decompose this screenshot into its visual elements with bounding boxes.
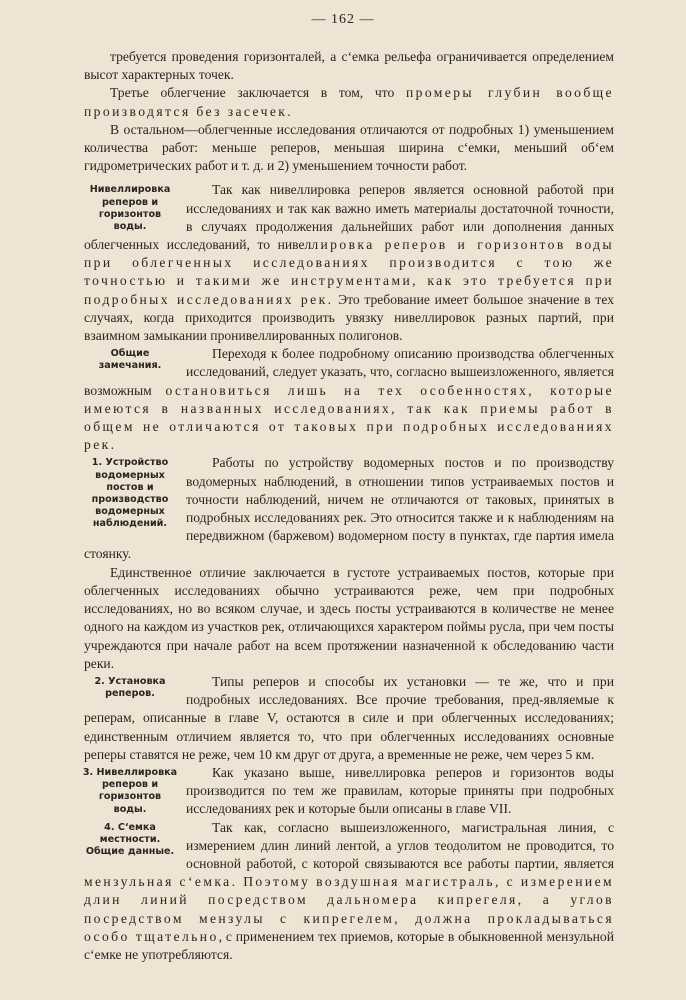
margin-heading: 3. Нивеллировка реперов и горизонтов воды. bbox=[82, 766, 178, 815]
margin-heading: Нивеллировка реперов и горизонтов воды. bbox=[89, 184, 171, 233]
emphasized-text: лировка реперов и горизонтов воды при облегченных исследованиях производится с тою же точностью и такими же инструментами, как это требуется при подробных исследованиях рек. bbox=[84, 237, 615, 307]
paragraph bbox=[84, 764, 614, 819]
margin-heading: Общие замечания. bbox=[98, 348, 162, 372]
paragraph bbox=[84, 181, 614, 345]
paragraph-text: В остальном—облегченные исследования отличаются от подробных 1) уменьшением количества работ: меньше реперов, меньшая ширина с‘емки, меньший об‘ем гидрометрических работ и т. д. и 2) уменьшением точности работ. bbox=[84, 121, 614, 174]
paragraph-text: , с применением тех приемов, которые в обыкновенной мензульной с‘емке не употребляются. bbox=[84, 928, 614, 962]
paragraph-text: требуется проведения горизонталей, а с‘емка рельефа ограничивается определением высот характерных точек. bbox=[84, 49, 614, 83]
paragraph-text: Так как нивеллировка реперов является основной работой при исследованиях и так как важно иметь материалы достаточной точности, в случаях продолжения дальнейших работ или дополнения данных облегченных исследований, то нивел bbox=[84, 182, 614, 253]
paragraph-text: Типы реперов и способы их установки — те же, что и при подробных исследованиях. Все прочие требования, пред‑являемые к реперам, описанные в главе V, остаются в силе и при облегченных исследованиях; единственным отличием является то, что при облегченных исследованиях основные реперы ставятся не реже, чем 10 км друг от друга, а временные не реже, чем через 5 км. bbox=[84, 673, 614, 762]
paragraph-text: Работы по устройству водомерных постов и по производству водомерных наблюдений, в отношении типов устраиваемых постов и точности наблюдений, ничем не отличаются от таковых, принятых в подробных исследованиях рек. Это относится также и к наблюдениям на передвижном (баржевом) водомерном посту в пунктах, где партия имела стоянку. bbox=[84, 455, 614, 562]
paragraph-text: Третье облегчение заключается в том, что bbox=[110, 85, 406, 101]
paragraph bbox=[84, 454, 614, 563]
paragraph bbox=[84, 564, 614, 673]
paragraph-text: Так как, согласно вышеизложенного, магистральная линия, с измерением длин линий лентой, а углов теодолитом не проводится, то основной работой, с которой связываются все работы партии, является bbox=[186, 819, 614, 871]
paragraph bbox=[84, 819, 614, 965]
emphasized-text: промеры глубин вообще производятся без засечек. bbox=[84, 85, 614, 119]
page-number: — 162 — bbox=[311, 12, 375, 27]
paragraph-text: Единственное отличие заключается в густоте устраиваемых постов, которые при облегченных исследованиях обычно устраиваются реже, чем при подробных исследованиях, но во всяком случае, и здесь посты устраиваются в количестве не менее одного на каждом из участков рек, отличающихся характером поймы русла, при чем посты учреждаются при начале работ на всем протяжении назначенной к обследованию части реки. bbox=[84, 564, 614, 671]
paragraph bbox=[84, 84, 614, 120]
paragraph-text: Это требование имеет большое значение в тех случаях, когда приходится производить увязку нивеллировок разных партий, при взаимном замыкании пронивеллированных полигонов. bbox=[84, 291, 614, 344]
margin-heading: 4. С‘емка местности. Общие данные. bbox=[85, 821, 175, 857]
emphasized-text: мензульная с‘емка. Поэтому воздушная магистраль, с измерением длин линий посредством дальномера кипрегеля, а углов посредством мензулы с кипрегелем, должна прокладываться особо тщательно bbox=[84, 874, 614, 944]
paragraph-text: Переходя к более подробному описанию производства облегченных исследований, следует указать, что, согласно вышеизложенного, является возможным bbox=[84, 346, 614, 398]
paragraph bbox=[84, 673, 614, 764]
margin-heading: 2. Установка реперов. bbox=[94, 675, 166, 700]
emphasized-text: остановиться лишь на тех особенностях, которые имеются в названных исследованиях, так как приемы работ в общем не отличаются от таковых при подробных исследованиях рек. bbox=[84, 382, 614, 453]
page-body bbox=[84, 48, 614, 964]
margin-heading: 1. Устройство водомерных постов и производство водомерных наблюдений. bbox=[91, 457, 169, 530]
paragraph bbox=[84, 345, 614, 454]
paragraph bbox=[84, 121, 614, 176]
paragraph-text: Как указано выше, нивеллировка реперов и горизонтов воды производится по тем же правилам, которые приняты при подробных исследованиях рек и которые были описаны в главе VII. bbox=[186, 764, 614, 817]
paragraph bbox=[84, 48, 614, 84]
